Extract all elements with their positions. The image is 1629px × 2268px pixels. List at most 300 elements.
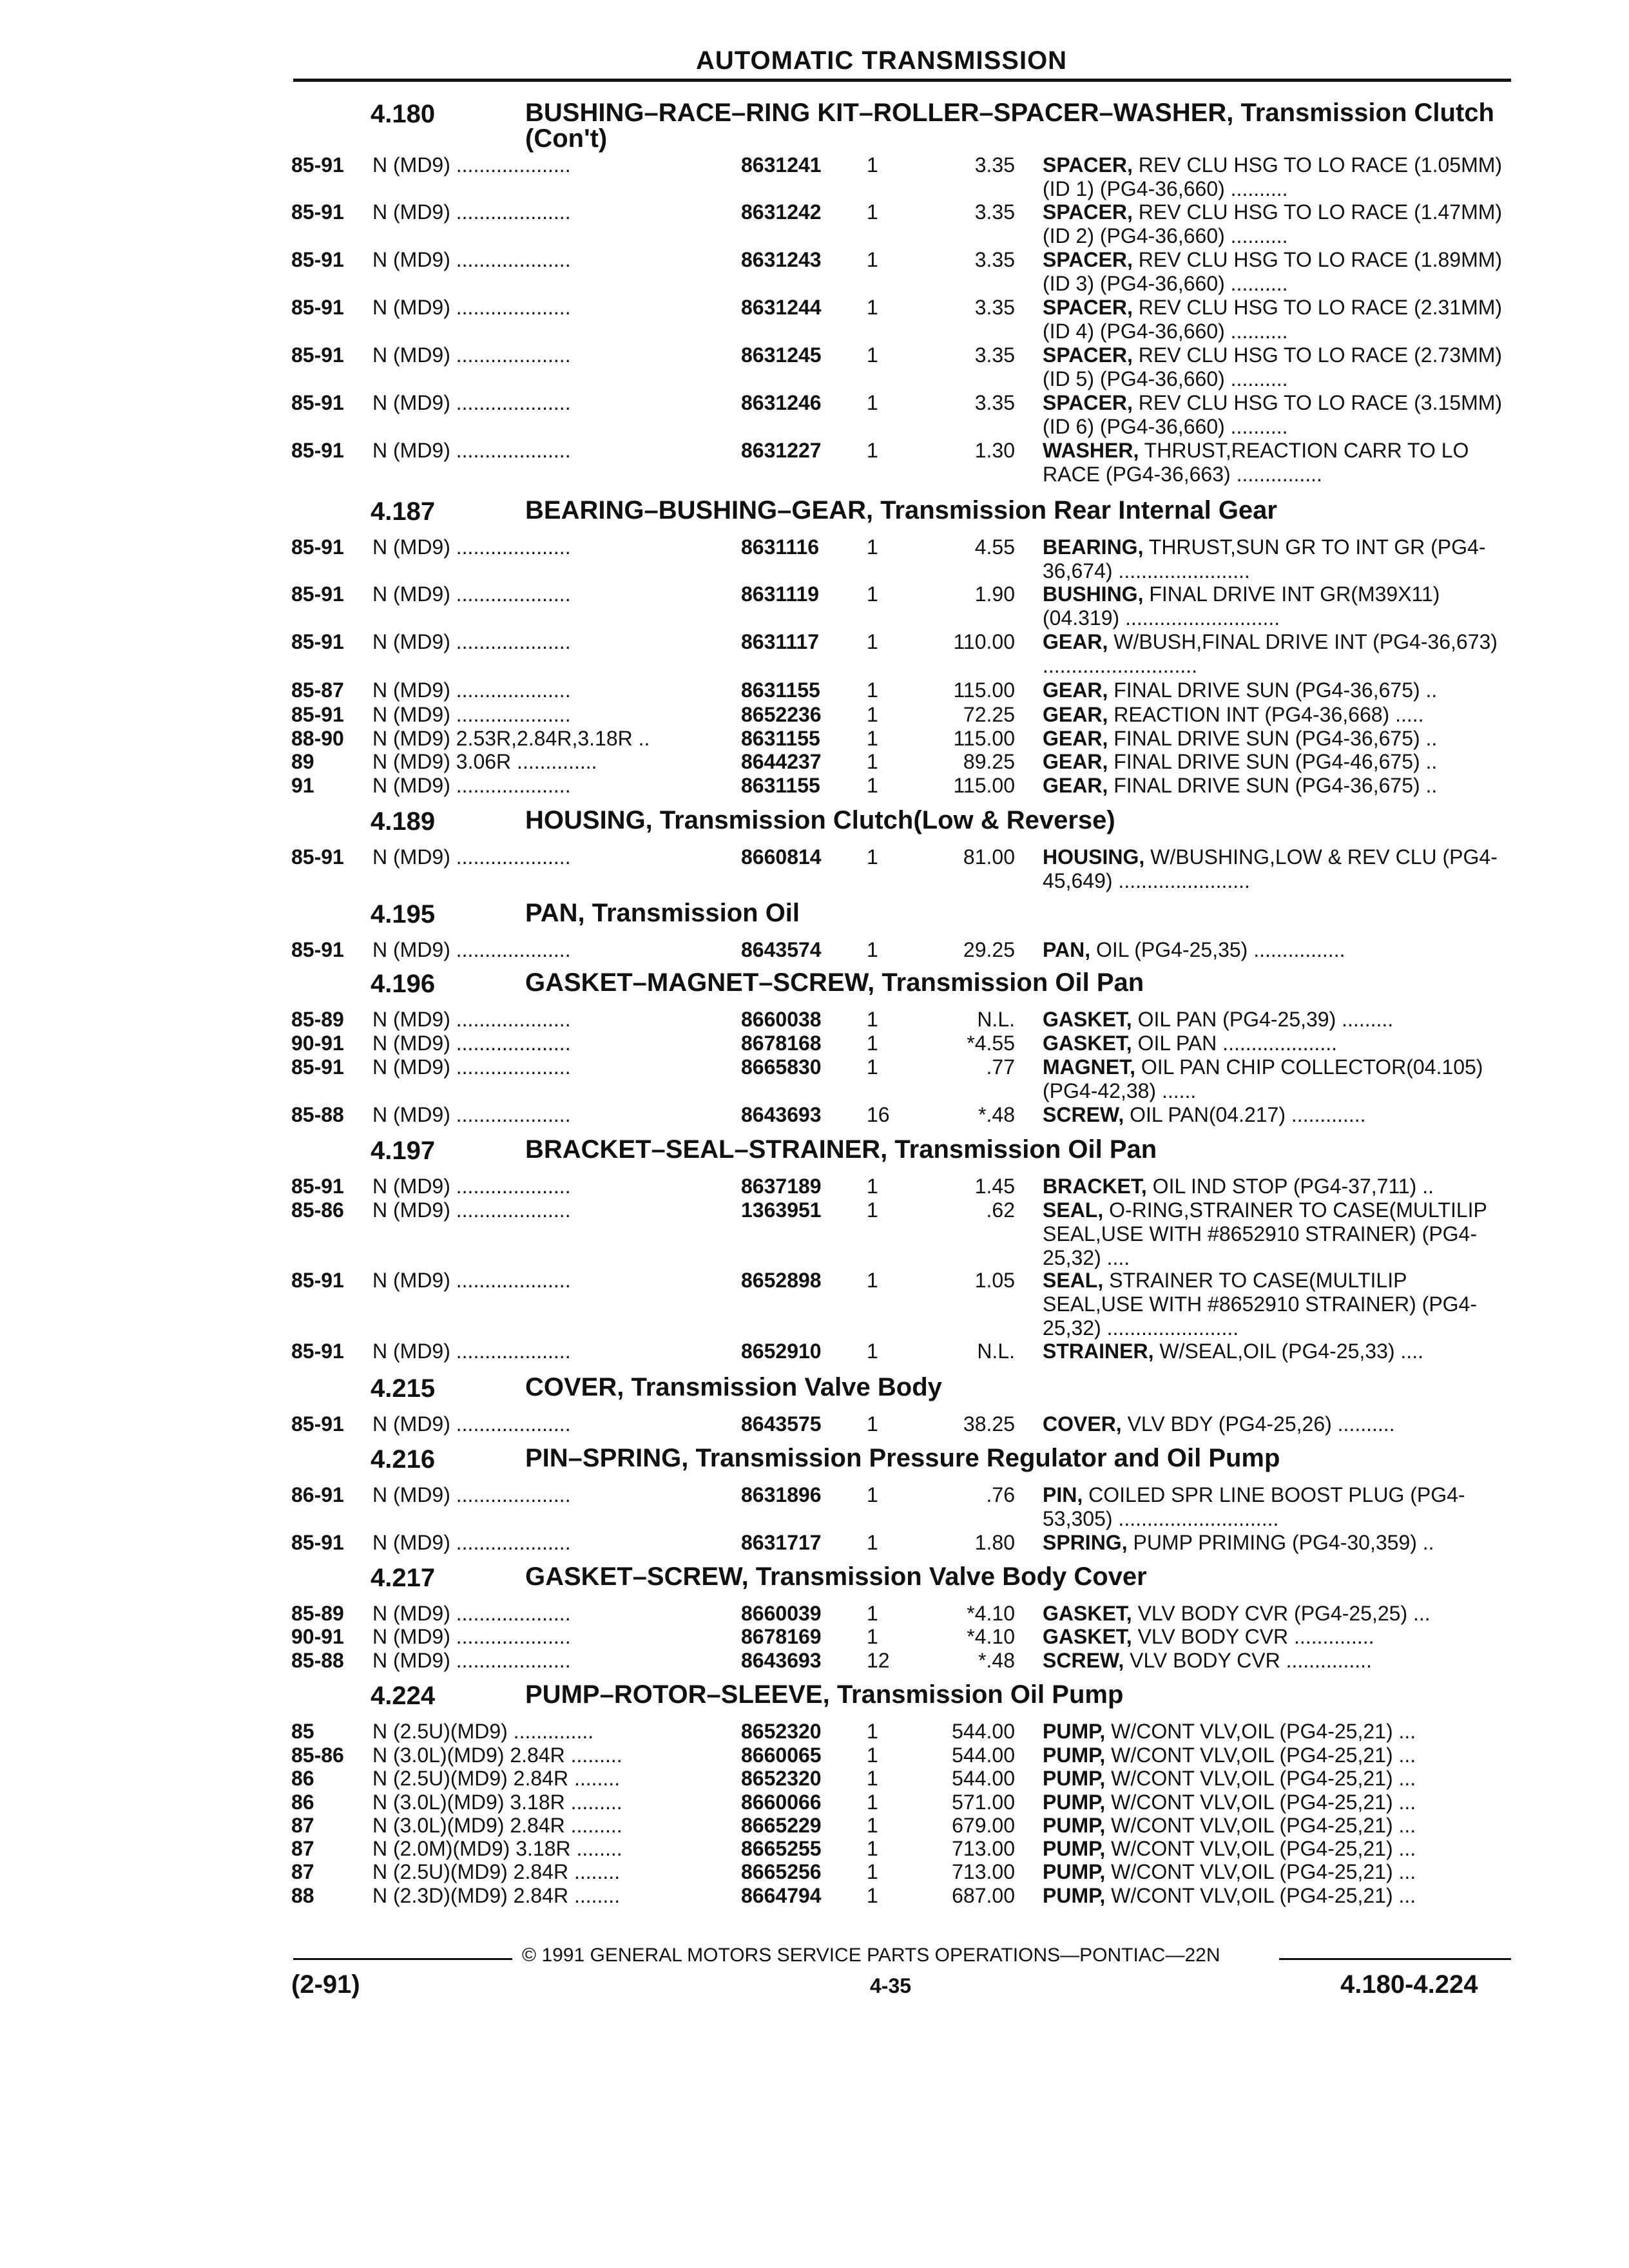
- quantity: 1: [867, 630, 878, 653]
- description-text: W/CONT VLV,OIL (PG4-25,21) ...: [1111, 1791, 1416, 1814]
- parts-row: [0, 439, 1629, 486]
- quantity: 1: [867, 1744, 878, 1767]
- price: *4.55: [967, 1032, 1015, 1055]
- footer-rule-left: [293, 1958, 512, 1960]
- description-text: COILED SPR LINE BOOST PLUG (PG4-53,305) ............................: [1043, 1483, 1465, 1530]
- application: N (MD9) ....................: [372, 1175, 571, 1198]
- application: N (3.0L)(MD9) 2.84R .........: [372, 1814, 622, 1837]
- part-name: SPACER,: [1043, 343, 1133, 367]
- application: N (3.0L)(MD9) 2.84R .........: [372, 1744, 622, 1767]
- application: N (3.0L)(MD9) 3.18R .........: [372, 1791, 622, 1814]
- parts-row: [0, 750, 1629, 776]
- part-number: 8631717: [741, 1531, 822, 1554]
- quantity: 1: [867, 1032, 878, 1055]
- part-name: GEAR,: [1043, 678, 1108, 702]
- description: [1043, 1720, 1513, 1744]
- part-name: PUMP,: [1043, 1791, 1106, 1814]
- description: [1043, 248, 1513, 296]
- footer-section-range: 4.180-4.224: [1340, 1970, 1478, 1999]
- quantity: 1: [867, 1198, 878, 1222]
- application: N (MD9) ....................: [372, 343, 571, 367]
- application: N (MD9) ....................: [372, 296, 571, 319]
- description-text: W/CONT VLV,OIL (PG4-25,21) ...: [1111, 1814, 1416, 1837]
- price: 544.00: [952, 1744, 1015, 1767]
- parts-row: [0, 391, 1629, 438]
- part-number: 8665255: [741, 1837, 822, 1860]
- model-years: 88: [291, 1884, 314, 1907]
- quantity: 1: [867, 200, 878, 224]
- description-text: OIL (PG4-25,35) ................: [1095, 938, 1345, 961]
- description-text: REV CLU HSG TO LO RACE (3.15MM)(ID 6) (PG4-36,660) ..........: [1043, 391, 1503, 438]
- quantity: 1: [867, 1791, 878, 1814]
- description-text: FINAL DRIVE SUN (PG4-36,675) ..: [1113, 774, 1438, 797]
- part-number: 8637189: [741, 1175, 822, 1198]
- model-years: 85-91: [291, 153, 344, 177]
- part-number: 8660066: [741, 1791, 822, 1814]
- price: 544.00: [952, 1720, 1015, 1743]
- model-years: 85-89: [291, 1008, 344, 1031]
- price: 1.05: [974, 1269, 1015, 1292]
- parts-row: [0, 938, 1629, 964]
- price: 3.35: [974, 343, 1015, 367]
- quantity: 1: [867, 1008, 878, 1031]
- description: [1043, 200, 1513, 248]
- application: N (MD9) ....................: [372, 678, 571, 702]
- description: [1043, 1032, 1513, 1055]
- description: [1043, 938, 1513, 962]
- description: [1043, 1744, 1513, 1767]
- parts-row: [0, 630, 1629, 677]
- part-number: 8652898: [741, 1269, 822, 1292]
- model-years: 85-91: [291, 343, 344, 367]
- model-years: 91: [291, 774, 314, 797]
- parts-row: [0, 1791, 1629, 1816]
- application: N (MD9) ....................: [372, 1625, 571, 1648]
- parts-row: [0, 200, 1629, 247]
- part-number: 8631243: [741, 248, 822, 271]
- part-name: PUMP,: [1043, 1884, 1106, 1907]
- part-name: GEAR,: [1043, 727, 1108, 750]
- quantity: 1: [867, 750, 878, 773]
- parts-row: [0, 1720, 1629, 1745]
- application: N (MD9) ....................: [372, 391, 571, 414]
- section-number: 4.197: [371, 1137, 436, 1165]
- quantity: 1: [867, 1837, 878, 1860]
- part-name: GASKET,: [1043, 1032, 1132, 1055]
- part-name: PAN,: [1043, 938, 1091, 961]
- part-number: 8643575: [741, 1412, 822, 1436]
- section-number: 4.216: [371, 1445, 436, 1474]
- application: N (2.5U)(MD9) 2.84R ........: [372, 1860, 621, 1883]
- application: N (2.0M)(MD9) 3.18R ........: [372, 1837, 622, 1860]
- description: [1043, 678, 1513, 702]
- quantity: 1: [867, 296, 878, 319]
- description-text: OIL IND STOP (PG4-37,711) ..: [1152, 1175, 1434, 1198]
- part-name: BUSHING,: [1043, 582, 1144, 606]
- parts-row: [0, 535, 1629, 582]
- model-years: 85-91: [291, 1531, 344, 1554]
- quantity: 12: [867, 1649, 890, 1672]
- part-name: SPACER,: [1043, 153, 1133, 177]
- application: N (MD9) ....................: [372, 1198, 571, 1222]
- part-name: MAGNET,: [1043, 1055, 1135, 1079]
- application: N (MD9) ....................: [372, 1008, 571, 1031]
- model-years: 85-91: [291, 1412, 344, 1436]
- description: [1043, 1649, 1513, 1673]
- price: 1.80: [974, 1531, 1015, 1554]
- description: [1043, 439, 1513, 486]
- application: N (2.5U)(MD9) 2.84R ........: [372, 1767, 621, 1790]
- application: N (MD9) ....................: [372, 1412, 571, 1436]
- model-years: 85-91: [291, 439, 344, 462]
- section-number: 4.215: [371, 1374, 436, 1403]
- quantity: 1: [867, 439, 878, 462]
- description-text: W/CONT VLV,OIL (PG4-25,21) ...: [1111, 1767, 1416, 1790]
- description: [1043, 1791, 1513, 1814]
- part-name: COVER,: [1043, 1412, 1122, 1436]
- application: N (MD9) ....................: [372, 1055, 571, 1079]
- part-name: PIN,: [1043, 1483, 1083, 1506]
- part-number: 8652320: [741, 1720, 822, 1743]
- parts-row: [0, 296, 1629, 343]
- part-number: 1363951: [741, 1198, 822, 1222]
- description-text: REACTION INT (PG4-36,668) .....: [1113, 703, 1424, 726]
- part-name: GEAR,: [1043, 750, 1108, 773]
- part-name: WASHER,: [1043, 439, 1139, 462]
- description: [1043, 1175, 1513, 1198]
- part-number: 8631155: [741, 727, 820, 750]
- parts-row: [0, 774, 1629, 800]
- description-text: W/CONT VLV,OIL (PG4-25,21) ...: [1111, 1884, 1416, 1907]
- quantity: 1: [867, 678, 878, 702]
- part-name: BEARING,: [1043, 535, 1144, 559]
- application: N (MD9) ....................: [372, 1531, 571, 1554]
- price: .77: [986, 1055, 1015, 1079]
- parts-row: [0, 248, 1629, 295]
- model-years: 90-91: [291, 1032, 344, 1055]
- application: N (MD9) ....................: [372, 535, 571, 559]
- description: [1043, 296, 1513, 343]
- description: [1043, 1860, 1513, 1884]
- part-number: 8652236: [741, 703, 822, 726]
- price: 81.00: [963, 845, 1015, 869]
- section-title: BEARING–BUSHING–GEAR, Transmission Rear Internal Gear: [525, 496, 1277, 524]
- part-name: SCREW,: [1043, 1649, 1124, 1672]
- part-number: 8665229: [741, 1814, 822, 1837]
- section-title: BRACKET–SEAL–STRAINER, Transmission Oil Pan: [525, 1135, 1157, 1164]
- price: 38.25: [963, 1412, 1015, 1436]
- price: 115.00: [953, 678, 1015, 702]
- price: 544.00: [952, 1767, 1015, 1790]
- parts-row: [0, 1884, 1629, 1910]
- part-number: 8652320: [741, 1767, 822, 1790]
- model-years: 85-91: [291, 582, 344, 606]
- part-number: 8664794: [741, 1884, 822, 1907]
- description-text: REV CLU HSG TO LO RACE (1.47MM)(ID 2) (PG4-36,660) ..........: [1043, 200, 1503, 247]
- part-name: GASKET,: [1043, 1625, 1132, 1648]
- parts-row: [0, 703, 1629, 729]
- model-years: 85-91: [291, 248, 344, 271]
- description-text: O-RING,STRAINER TO CASE(MULTILIP SEAL,USE WITH #8652910 STRAINER) (PG4-25,32) ....: [1043, 1198, 1487, 1269]
- price: N.L.: [977, 1008, 1015, 1031]
- part-name: SCREW,: [1043, 1103, 1124, 1126]
- parts-row: [0, 1269, 1629, 1340]
- parts-row: [0, 1008, 1629, 1033]
- application: N (MD9) ....................: [372, 248, 571, 271]
- part-number: 8660065: [741, 1744, 822, 1767]
- parts-row: [0, 1814, 1629, 1840]
- description: [1043, 1269, 1513, 1340]
- section-number: 4.195: [371, 900, 436, 928]
- model-years: 86: [291, 1767, 314, 1790]
- description: [1043, 1103, 1513, 1127]
- parts-row: [0, 1625, 1629, 1651]
- part-number: 8660814: [741, 845, 822, 869]
- part-number: 8678169: [741, 1625, 822, 1648]
- model-years: 85-91: [291, 1269, 344, 1292]
- model-years: 89: [291, 750, 314, 773]
- part-name: SPRING,: [1043, 1531, 1128, 1554]
- description-text: REV CLU HSG TO LO RACE (2.73MM)(ID 5) (PG4-36,660) ..........: [1043, 343, 1503, 390]
- description: [1043, 343, 1513, 391]
- model-years: 86-91: [291, 1483, 344, 1506]
- description: [1043, 153, 1513, 201]
- parts-row: [0, 1412, 1629, 1438]
- part-name: SEAL,: [1043, 1198, 1104, 1222]
- part-name: PUMP,: [1043, 1767, 1106, 1790]
- description-text: OIL PAN CHIP COLLECTOR(04.105) (PG4-42,38) ......: [1043, 1055, 1483, 1102]
- description: [1043, 1340, 1513, 1363]
- description-text: REV CLU HSG TO LO RACE (2.31MM)(ID 4) (PG4-36,660) ..........: [1043, 296, 1503, 343]
- model-years: 87: [291, 1860, 314, 1883]
- description: [1043, 1884, 1513, 1908]
- model-years: 85-91: [291, 200, 344, 224]
- part-number: 8631155: [741, 678, 820, 702]
- application: N (MD9) ....................: [372, 1269, 571, 1292]
- description-text: REV CLU HSG TO LO RACE (1.89MM)(ID 3) (PG4-36,660) ..........: [1043, 248, 1503, 295]
- description-text: OIL PAN (PG4-25,39) .........: [1137, 1008, 1394, 1031]
- section-number: 4.196: [371, 970, 436, 998]
- application: N (MD9) ....................: [372, 1649, 571, 1672]
- part-name: STRAINER,: [1043, 1340, 1154, 1363]
- quantity: 1: [867, 153, 878, 177]
- part-number: 8631227: [741, 439, 822, 462]
- part-name: GEAR,: [1043, 703, 1108, 726]
- model-years: 85-89: [291, 1602, 344, 1625]
- model-years: 88-90: [291, 727, 344, 750]
- parts-row: [0, 1483, 1629, 1530]
- quantity: 1: [867, 248, 878, 271]
- price: 1.90: [974, 582, 1015, 606]
- description-text: W/CONT VLV,OIL (PG4-25,21) ...: [1111, 1837, 1416, 1860]
- price: 72.25: [963, 703, 1015, 726]
- model-years: 85-88: [291, 1649, 344, 1672]
- section-title: COVER, Transmission Valve Body: [525, 1373, 942, 1401]
- part-name: GEAR,: [1043, 630, 1108, 653]
- section-title: PUMP–ROTOR–SLEEVE, Transmission Oil Pump: [525, 1680, 1124, 1709]
- section-number: 4.217: [371, 1564, 436, 1592]
- quantity: 1: [867, 774, 878, 797]
- application: N (MD9) ....................: [372, 1602, 571, 1625]
- quantity: 1: [867, 938, 878, 961]
- application: N (MD9) ....................: [372, 774, 571, 797]
- quantity: 1: [867, 1175, 878, 1198]
- part-name: SEAL,: [1043, 1269, 1104, 1292]
- section-title: GASKET–SCREW, Transmission Valve Body Cover: [525, 1562, 1147, 1591]
- model-years: 90-91: [291, 1625, 344, 1648]
- quantity: 1: [867, 1602, 878, 1625]
- description-text: FINAL DRIVE SUN (PG4-46,675) ..: [1113, 750, 1438, 773]
- section-number: 4.224: [371, 1682, 436, 1710]
- parts-row: [0, 1531, 1629, 1557]
- model-years: 87: [291, 1837, 314, 1860]
- part-number: 8631117: [741, 630, 820, 653]
- application: N (MD9) ....................: [372, 845, 571, 869]
- description: [1043, 703, 1513, 727]
- price: 687.00: [952, 1884, 1015, 1907]
- model-years: 85-91: [291, 296, 344, 319]
- application: N (2.3D)(MD9) 2.84R ........: [372, 1884, 621, 1907]
- description-text: W/CONT VLV,OIL (PG4-25,21) ...: [1111, 1860, 1416, 1883]
- quantity: 1: [867, 391, 878, 414]
- price: 713.00: [952, 1837, 1015, 1860]
- description: [1043, 1602, 1513, 1626]
- part-number: 8643574: [741, 938, 822, 961]
- part-name: SPACER,: [1043, 248, 1133, 271]
- section-title: BUSHING–RACE–RING KIT–ROLLER–SPACER–WASHER, Transmission Clutch (Con't): [525, 99, 1494, 153]
- quantity: 1: [867, 1884, 878, 1907]
- parts-row: [0, 1055, 1629, 1102]
- page-header-title: AUTOMATIC TRANSMISSION: [696, 46, 1068, 75]
- application: N (MD9) ....................: [372, 1032, 571, 1055]
- application: N (2.5U)(MD9) ..............: [372, 1720, 594, 1743]
- price: 1.30: [974, 439, 1015, 462]
- part-name: GASKET,: [1043, 1602, 1132, 1625]
- model-years: 85-87: [291, 678, 344, 702]
- parts-row: [0, 1340, 1629, 1365]
- price: .76: [986, 1483, 1015, 1506]
- part-number: 8631241: [741, 153, 822, 177]
- part-number: 8660038: [741, 1008, 822, 1031]
- description: [1043, 1531, 1513, 1555]
- part-number: 8631245: [741, 343, 822, 367]
- part-number: 8631119: [741, 582, 820, 606]
- description: [1043, 1198, 1513, 1270]
- parts-row: [0, 727, 1629, 753]
- section-number: 4.180: [371, 100, 436, 128]
- quantity: 1: [867, 845, 878, 869]
- description: [1043, 1767, 1513, 1791]
- application: N (MD9) ....................: [372, 703, 571, 726]
- part-name: GASKET,: [1043, 1008, 1132, 1031]
- quantity: 1: [867, 1531, 878, 1554]
- part-number: 8665256: [741, 1860, 822, 1883]
- description-text: REV CLU HSG TO LO RACE (1.05MM)(ID 1) (PG4-36,660) ..........: [1043, 153, 1503, 200]
- quantity: 1: [867, 1860, 878, 1883]
- description: [1043, 845, 1513, 893]
- price: *.48: [978, 1103, 1015, 1126]
- description: [1043, 582, 1513, 630]
- price: 89.25: [963, 750, 1015, 773]
- price: *4.10: [967, 1602, 1015, 1625]
- description-text: W/CONT VLV,OIL (PG4-25,21) ...: [1111, 1744, 1416, 1767]
- price: 1.45: [974, 1175, 1015, 1198]
- description-text: STRAINER TO CASE(MULTILIP SEAL,USE WITH #8652910 STRAINER) (PG4-25,32) .......................: [1043, 1269, 1477, 1340]
- price: 713.00: [952, 1860, 1015, 1883]
- price: 110.00: [953, 630, 1015, 653]
- part-name: BRACKET,: [1043, 1175, 1147, 1198]
- part-number: 8665830: [741, 1055, 822, 1079]
- part-number: 8631246: [741, 391, 822, 414]
- footer-copyright: © 1991 GENERAL MOTORS SERVICE PARTS OPERATIONS—PONTIAC—22N: [522, 1945, 1220, 1966]
- price: 115.00: [953, 774, 1015, 797]
- quantity: 1: [867, 1412, 878, 1436]
- description-text: W/CONT VLV,OIL (PG4-25,21) ...: [1111, 1720, 1416, 1743]
- quantity: 1: [867, 1340, 878, 1363]
- price: 571.00: [952, 1791, 1015, 1814]
- price: 4.55: [974, 535, 1015, 559]
- description-text: THRUST,REACTION CARR TO LO RACE (PG4-36,663) ...............: [1043, 439, 1469, 486]
- part-name: PUMP,: [1043, 1720, 1106, 1743]
- model-years: 85-91: [291, 1055, 344, 1079]
- section-title: GASKET–MAGNET–SCREW, Transmission Oil Pan: [525, 968, 1144, 997]
- model-years: 85-91: [291, 938, 344, 961]
- description-text: W/SEAL,OIL (PG4-25,33) ....: [1159, 1340, 1423, 1363]
- quantity: 1: [867, 703, 878, 726]
- price: 3.35: [974, 296, 1015, 319]
- parts-row: [0, 153, 1629, 200]
- part-name: PUMP,: [1043, 1744, 1106, 1767]
- description-text: VLV BODY CVR (PG4-25,25) ...: [1137, 1602, 1431, 1625]
- part-number: 8652910: [741, 1340, 822, 1363]
- quantity: 1: [867, 727, 878, 750]
- quantity: 1: [867, 1814, 878, 1837]
- application: N (MD9) ....................: [372, 200, 571, 224]
- footer-page-number: 4-35: [870, 1974, 912, 1997]
- parts-row: [0, 1602, 1629, 1628]
- part-number: 8643693: [741, 1649, 822, 1672]
- description-text: THRUST,SUN GR TO INT GR (PG4-36,674) .......................: [1043, 535, 1486, 582]
- section-number: 4.187: [371, 497, 436, 526]
- model-years: 85: [291, 1720, 314, 1743]
- application: N (MD9) 2.53R,2.84R,3.18R ..: [372, 727, 650, 750]
- quantity: 1: [867, 1483, 878, 1506]
- parts-row: [0, 1744, 1629, 1769]
- part-name: SPACER,: [1043, 391, 1133, 414]
- quantity: 16: [867, 1103, 890, 1126]
- part-name: SPACER,: [1043, 200, 1133, 224]
- description-text: W/BUSH,FINAL DRIVE INT (PG4-36,673) ...........................: [1043, 630, 1498, 677]
- description: [1043, 727, 1513, 751]
- model-years: 85-86: [291, 1744, 344, 1767]
- parts-row: [0, 1175, 1629, 1200]
- quantity: 1: [867, 343, 878, 367]
- price: 115.00: [953, 727, 1015, 750]
- section-title: PIN–SPRING, Transmission Pressure Regulator and Oil Pump: [525, 1444, 1280, 1472]
- model-years: 86: [291, 1791, 314, 1814]
- footer-date: (2-91): [291, 1970, 360, 1999]
- part-number: 8660039: [741, 1602, 822, 1625]
- description: [1043, 1055, 1513, 1103]
- price: 3.35: [974, 200, 1015, 224]
- quantity: 1: [867, 1767, 878, 1790]
- application: N (MD9) ....................: [372, 439, 571, 462]
- price: .62: [986, 1198, 1015, 1222]
- price: 3.35: [974, 391, 1015, 414]
- description-text: FINAL DRIVE SUN (PG4-36,675) ..: [1113, 727, 1438, 750]
- footer-rule-right: [1279, 1958, 1511, 1960]
- part-number: 8644237: [741, 750, 822, 773]
